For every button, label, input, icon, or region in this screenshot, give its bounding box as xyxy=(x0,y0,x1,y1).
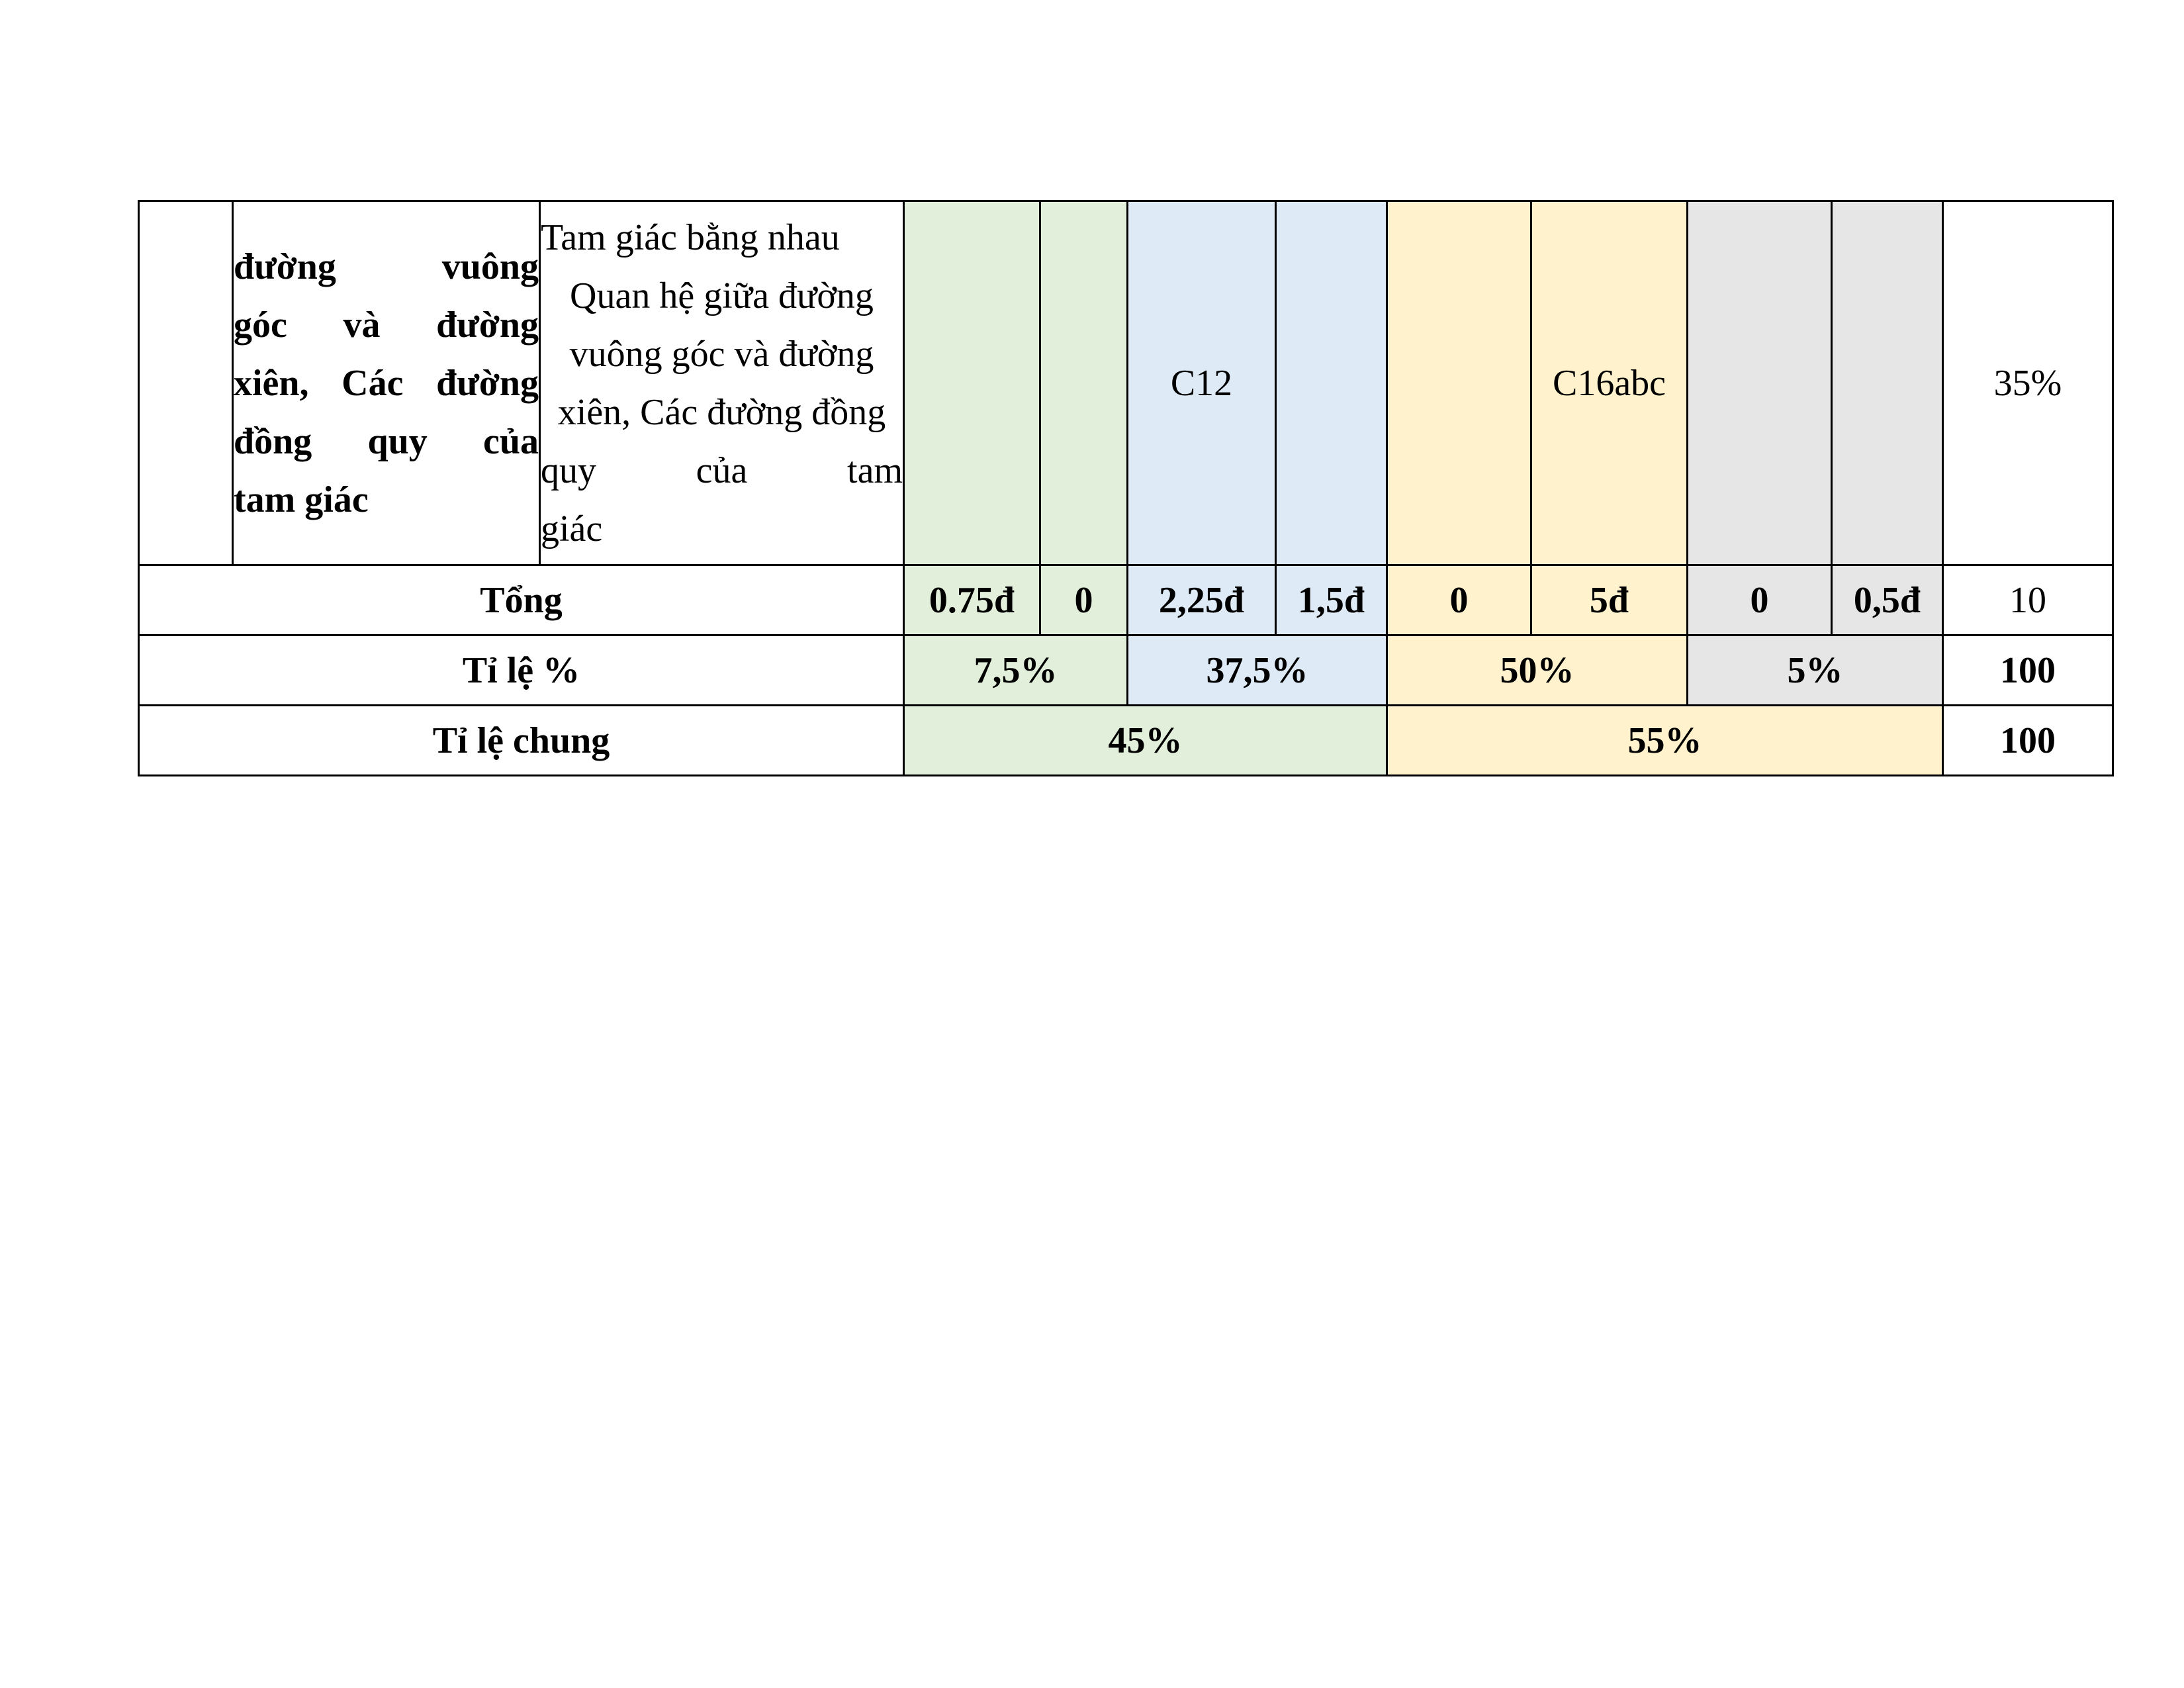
total-value: 0 xyxy=(1387,565,1531,635)
apply-tn-cell xyxy=(1387,201,1531,565)
total-value: 1,5đ xyxy=(1276,565,1387,635)
ratio-value: 5% xyxy=(1688,635,1943,706)
percent-cell: 35% xyxy=(1943,201,2113,565)
topic-cell: đường vuông góc và đường xiên, Các đường đồng quy của tam giác xyxy=(233,201,540,565)
understand-tn-cell: C12 xyxy=(1128,201,1276,565)
general-ratio-label: Tỉ lệ chung xyxy=(139,706,904,776)
total-value: 0,5đ xyxy=(1832,565,1943,635)
ratio-label: Tỉ lệ % xyxy=(139,635,904,706)
high-apply-tn-cell xyxy=(1688,201,1832,565)
total-value: 10 xyxy=(1943,565,2113,635)
ratio-value: 7,5% xyxy=(904,635,1128,706)
understand-tl-cell xyxy=(1276,201,1387,565)
exam-matrix-table xyxy=(138,200,2114,776)
total-label: Tổng xyxy=(139,565,904,635)
recognize-tl-cell xyxy=(1040,201,1128,565)
index-cell xyxy=(139,201,233,565)
table-row-ratio xyxy=(139,635,2113,706)
general-ratio-value: 45% xyxy=(904,706,1387,776)
table-row-total xyxy=(139,565,2113,635)
table-row-general xyxy=(139,706,2113,776)
general-ratio-value: 55% xyxy=(1387,706,1943,776)
ratio-value: 37,5% xyxy=(1128,635,1387,706)
ratio-value: 100 xyxy=(1943,635,2113,706)
apply-tl-cell: C16abc xyxy=(1531,201,1688,565)
high-apply-tl-cell xyxy=(1832,201,1943,565)
total-value: 5đ xyxy=(1531,565,1688,635)
general-ratio-value: 100 xyxy=(1943,706,2113,776)
total-value: 2,25đ xyxy=(1128,565,1276,635)
total-value: 0 xyxy=(1688,565,1832,635)
recognize-tn-cell xyxy=(904,201,1040,565)
total-value: 0.75đ xyxy=(904,565,1040,635)
total-value: 0 xyxy=(1040,565,1128,635)
table-row-topic xyxy=(139,201,2113,565)
ratio-value: 50% xyxy=(1387,635,1688,706)
knowledge-unit-cell: Tam giác bằng nhau Quan hệ giữa đường vuông góc và đường xiên, Các đường đồng quy của tam giác xyxy=(540,201,904,565)
